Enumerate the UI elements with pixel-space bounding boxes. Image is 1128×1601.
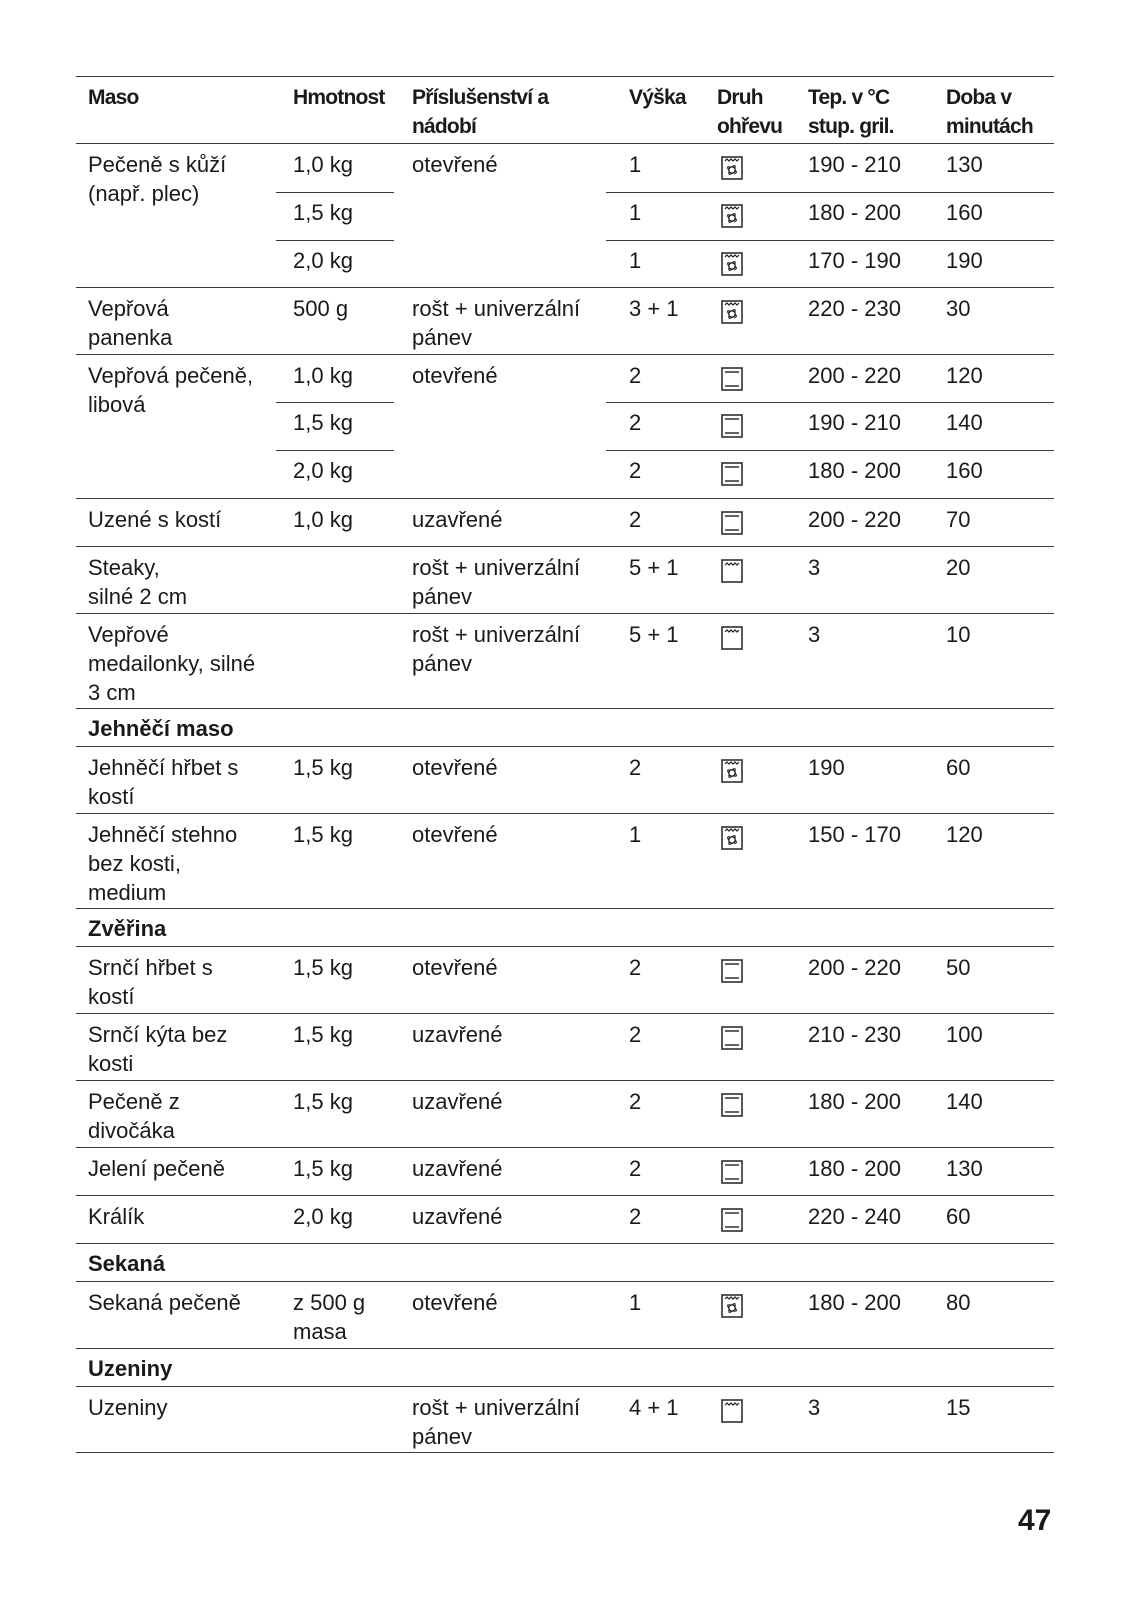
- accessories-cell: rošt + univerzální pánev: [412, 622, 581, 676]
- accessories-cell: uzavřené: [412, 1204, 503, 1229]
- top-bottom-heat-icon: [721, 511, 743, 535]
- temperature-cell: 170 - 190: [808, 248, 901, 273]
- top-bottom-heat-icon: [721, 414, 743, 438]
- meat-cell: Steaky, silné 2 cm: [88, 555, 188, 609]
- convection-grill-icon: [721, 300, 743, 324]
- time-cell: 70: [946, 507, 971, 532]
- table-row: [76, 546, 1054, 613]
- table-row: [76, 402, 1054, 450]
- time-cell: 120: [946, 363, 983, 388]
- top-bottom-heat-icon: [721, 367, 743, 391]
- level-cell: 2: [629, 410, 642, 435]
- weight-cell: 1,5 kg: [293, 1156, 353, 1181]
- table-row: [76, 613, 1054, 708]
- level-cell: 2: [629, 755, 642, 780]
- convection-grill-icon: [721, 1294, 743, 1318]
- accessories-cell: otevřené: [412, 363, 498, 388]
- meat-cell: Jehněčí stehno bez kosti, medium: [88, 822, 238, 905]
- section-row: [76, 708, 1054, 746]
- temperature-cell: 180 - 200: [808, 458, 901, 483]
- temperature-cell: 200 - 220: [808, 363, 901, 388]
- time-cell: 10: [946, 622, 971, 647]
- accessories-cell: uzavřené: [412, 507, 503, 532]
- section-title: Zvěřina: [88, 916, 167, 941]
- level-cell: 5 + 1: [629, 555, 679, 580]
- table-row: [76, 1080, 1054, 1147]
- time-cell: 30: [946, 296, 971, 321]
- level-cell: 1: [629, 822, 642, 847]
- section-row: [76, 1243, 1054, 1281]
- time-cell: 160: [946, 458, 983, 483]
- time-cell: 80: [946, 1290, 971, 1315]
- convection-grill-icon: [721, 252, 743, 276]
- section-row: [76, 1348, 1054, 1386]
- weight-cell: 2,0 kg: [293, 1204, 353, 1229]
- meat-cell: Vepřová panenka: [88, 296, 173, 350]
- time-cell: 120: [946, 822, 983, 847]
- convection-grill-icon: [721, 156, 743, 180]
- accessories-cell: otevřené: [412, 822, 498, 847]
- weight-cell: 500 g: [293, 296, 349, 321]
- level-cell: 4 + 1: [629, 1395, 679, 1420]
- table-row: [76, 746, 1054, 813]
- temperature-cell: 180 - 200: [808, 1089, 901, 1114]
- table-row: [76, 813, 1054, 908]
- table-row: [76, 287, 1054, 354]
- row-divider: [276, 450, 394, 451]
- meat-cell: Pečeně z divočáka: [88, 1089, 180, 1143]
- header-heating-type: Druh ohřevu: [717, 86, 783, 138]
- time-cell: 60: [946, 755, 971, 780]
- section-title: Sekaná: [88, 1251, 166, 1276]
- time-cell: 15: [946, 1395, 971, 1420]
- time-cell: 20: [946, 555, 971, 580]
- level-cell: 1: [629, 200, 642, 225]
- weight-cell: 1,5 kg: [293, 822, 353, 847]
- convection-grill-icon: [721, 759, 743, 783]
- temperature-cell: 200 - 220: [808, 955, 901, 980]
- level-cell: 5 + 1: [629, 622, 679, 647]
- weight-cell: 1,5 kg: [293, 410, 353, 435]
- table-row: [76, 143, 1054, 206]
- convection-grill-icon: [721, 204, 743, 228]
- level-cell: 1: [629, 1290, 642, 1315]
- accessories-cell: rošt + univerzální pánev: [412, 296, 581, 350]
- section-row: [76, 908, 1054, 946]
- time-cell: 140: [946, 1089, 983, 1114]
- meat-cell: Sekaná pečeně: [88, 1290, 241, 1315]
- meat-cell: Srnčí hřbet s kostí: [88, 955, 213, 1009]
- header-accessories: Příslušenství a nádobí: [412, 86, 549, 138]
- meat-cell: Králík: [88, 1204, 145, 1229]
- temperature-cell: 3: [808, 1395, 821, 1420]
- page-number: 47: [1018, 1504, 1052, 1537]
- convection-grill-icon: [721, 826, 743, 850]
- time-cell: 130: [946, 1156, 983, 1181]
- accessories-cell: rošt + univerzální pánev: [412, 1395, 581, 1449]
- weight-cell: 1,5 kg: [293, 1089, 353, 1114]
- header-temperature: Tep. v °C stup. gril.: [808, 86, 894, 138]
- level-cell: 2: [629, 1089, 642, 1114]
- table-row: [76, 1386, 1054, 1453]
- time-cell: 100: [946, 1022, 983, 1047]
- table-row: [76, 498, 1054, 546]
- top-bottom-heat-icon: [721, 1026, 743, 1050]
- table-row: [76, 1281, 1054, 1348]
- time-cell: 160: [946, 200, 983, 225]
- section-title: Jehněčí maso: [88, 716, 234, 741]
- top-bottom-heat-icon: [721, 462, 743, 486]
- top-bottom-heat-icon: [721, 1093, 743, 1117]
- weight-cell: 1,5 kg: [293, 1022, 353, 1047]
- temperature-cell: 3: [808, 555, 821, 580]
- weight-cell: 1,5 kg: [293, 755, 353, 780]
- meat-cell: Vepřové medailonky, silné 3 cm: [88, 622, 256, 705]
- table-row: [76, 1147, 1054, 1195]
- temperature-cell: 180 - 200: [808, 1290, 901, 1315]
- weight-cell: 1,5 kg: [293, 955, 353, 980]
- accessories-cell: uzavřené: [412, 1156, 503, 1181]
- weight-cell: 2,0 kg: [293, 458, 353, 483]
- grill-icon: [721, 626, 743, 650]
- time-cell: 140: [946, 410, 983, 435]
- time-cell: 60: [946, 1204, 971, 1229]
- time-cell: 190: [946, 248, 983, 273]
- row-divider: [606, 192, 1054, 193]
- row-divider: [606, 402, 1054, 403]
- grill-icon: [721, 1399, 743, 1423]
- table-header-row: [76, 76, 1054, 143]
- temperature-cell: 190 - 210: [808, 152, 901, 177]
- meat-cell: Uzené s kostí: [88, 507, 222, 532]
- temperature-cell: 220 - 230: [808, 296, 901, 321]
- temperature-cell: 220 - 240: [808, 1204, 901, 1229]
- accessories-cell: otevřené: [412, 955, 498, 980]
- temperature-cell: 210 - 230: [808, 1022, 901, 1047]
- row-divider: [606, 450, 1054, 451]
- level-cell: 2: [629, 1156, 642, 1181]
- weight-cell: 1,5 kg: [293, 200, 353, 225]
- temperature-cell: 3: [808, 622, 821, 647]
- header-weight: Hmotnost: [293, 86, 385, 109]
- section-title: Uzeniny: [88, 1356, 173, 1381]
- level-cell: 1: [629, 152, 642, 177]
- level-cell: 2: [629, 363, 642, 388]
- weight-cell: z 500 g masa: [293, 1290, 366, 1344]
- level-cell: 2: [629, 1204, 642, 1229]
- temperature-cell: 180 - 200: [808, 1156, 901, 1181]
- table-row: [76, 1013, 1054, 1080]
- temperature-cell: 190: [808, 755, 845, 780]
- meat-cell: Vepřová pečeně, libová: [88, 363, 254, 417]
- table-row: [76, 240, 1054, 287]
- time-cell: 130: [946, 152, 983, 177]
- meat-cell: Jelení pečeně: [88, 1156, 225, 1181]
- weight-cell: 1,0 kg: [293, 507, 353, 532]
- temperature-cell: 200 - 220: [808, 507, 901, 532]
- header-level: Výška: [629, 86, 686, 109]
- accessories-cell: rošt + univerzální pánev: [412, 555, 581, 609]
- temperature-cell: 180 - 200: [808, 200, 901, 225]
- top-bottom-heat-icon: [721, 1208, 743, 1232]
- accessories-cell: otevřené: [412, 1290, 498, 1315]
- table-row: [76, 354, 1054, 417]
- header-meat: Maso: [88, 86, 139, 109]
- level-cell: 3 + 1: [629, 296, 679, 321]
- table-row: [76, 1195, 1054, 1243]
- table-row: [76, 946, 1054, 1013]
- header-time: Doba v minutách: [946, 86, 1033, 138]
- row-divider: [276, 402, 394, 403]
- table-row: [76, 192, 1054, 240]
- level-cell: 2: [629, 458, 642, 483]
- roasting-table: [76, 76, 1054, 1453]
- meat-cell: Pečeně s kůží (např. plec): [88, 152, 227, 206]
- top-bottom-heat-icon: [721, 959, 743, 983]
- level-cell: 1: [629, 248, 642, 273]
- accessories-cell: otevřené: [412, 755, 498, 780]
- top-bottom-heat-icon: [721, 1160, 743, 1184]
- weight-cell: 1,0 kg: [293, 363, 353, 388]
- temperature-cell: 190 - 210: [808, 410, 901, 435]
- grill-icon: [721, 559, 743, 583]
- row-divider: [606, 240, 1054, 241]
- row-divider: [276, 240, 394, 241]
- level-cell: 2: [629, 1022, 642, 1047]
- meat-cell: Jehněčí hřbet s kostí: [88, 755, 239, 809]
- table-row: [76, 450, 1054, 498]
- temperature-cell: 150 - 170: [808, 822, 901, 847]
- weight-cell: 2,0 kg: [293, 248, 353, 273]
- level-cell: 2: [629, 507, 642, 532]
- meat-cell: Uzeniny: [88, 1395, 168, 1420]
- weight-cell: 1,0 kg: [293, 152, 353, 177]
- level-cell: 2: [629, 955, 642, 980]
- accessories-cell: otevřené: [412, 152, 498, 177]
- row-divider: [276, 192, 394, 193]
- meat-cell: Srnčí kýta bez kosti: [88, 1022, 228, 1076]
- accessories-cell: uzavřené: [412, 1089, 503, 1114]
- time-cell: 50: [946, 955, 971, 980]
- accessories-cell: uzavřené: [412, 1022, 503, 1047]
